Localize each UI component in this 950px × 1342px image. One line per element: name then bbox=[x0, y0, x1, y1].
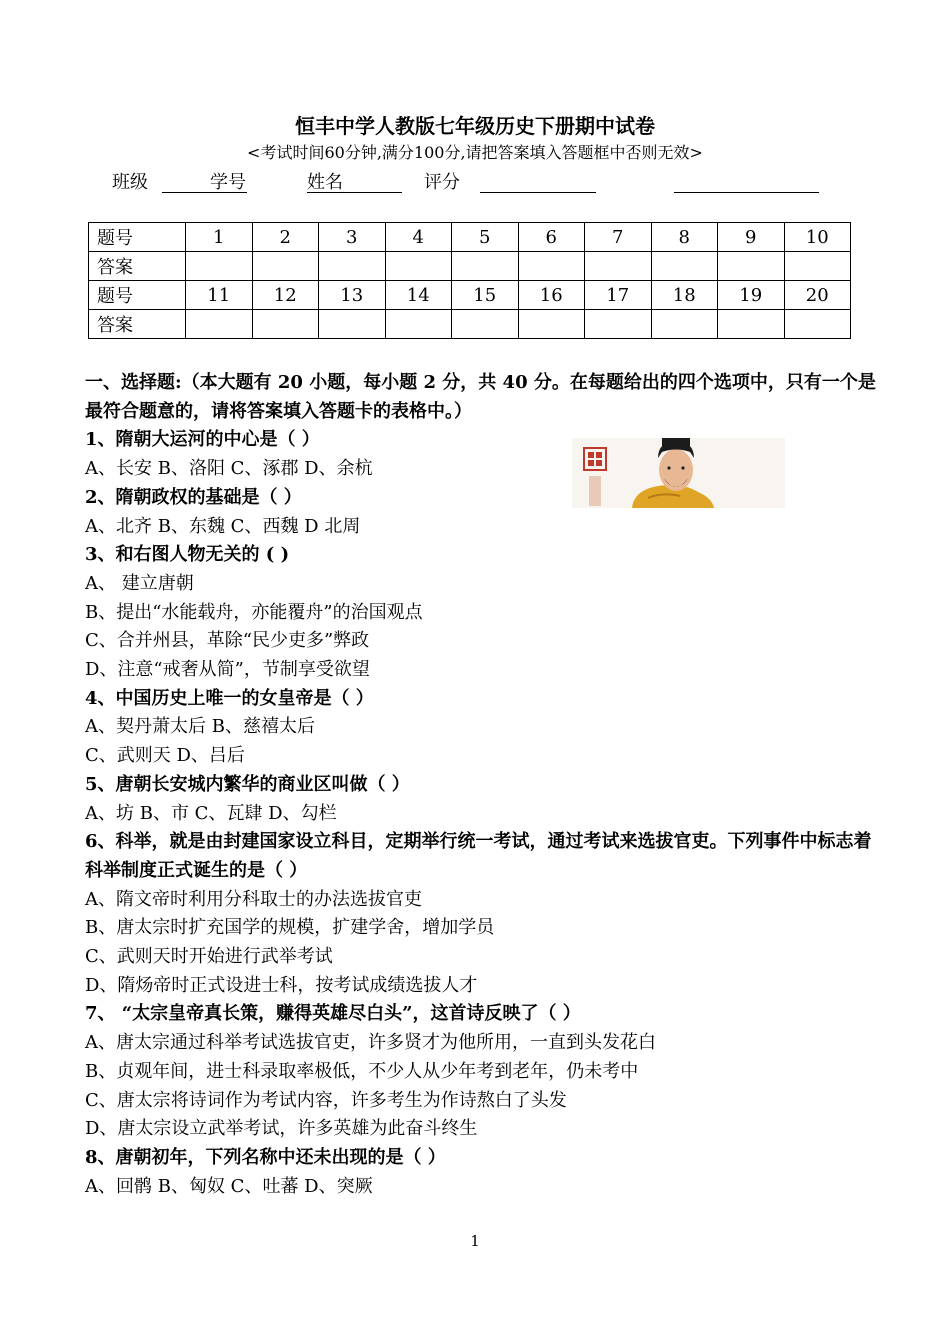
portrait-illustration bbox=[572, 438, 785, 508]
question-option: B、贞观年间，进士科录取率极低，不少人从少年考到老年，仍未考中 bbox=[85, 1060, 639, 1082]
question-number-cell: 3 bbox=[319, 223, 386, 252]
grid-answer-row bbox=[89, 252, 851, 281]
question-number-cell: 12 bbox=[252, 281, 319, 310]
question-stem: 1、隋朝大运河的中心是（ ） bbox=[85, 429, 320, 451]
answer-cell[interactable] bbox=[252, 252, 319, 281]
question-number-cell: 2 bbox=[252, 223, 319, 252]
score-label: 评分 bbox=[424, 172, 460, 193]
question-option: C、合并州县，革除“民少吏多”弊政 bbox=[85, 630, 370, 652]
question-stem: 2、隋朝政权的基础是（ ） bbox=[85, 486, 302, 508]
question-option: D、隋炀帝时正式设进士科，按考试成绩选拔人才 bbox=[85, 974, 478, 996]
answer-cell[interactable] bbox=[784, 252, 851, 281]
question-number-cell: 9 bbox=[718, 223, 785, 252]
answer-cell[interactable] bbox=[518, 252, 585, 281]
score-blank[interactable] bbox=[480, 192, 596, 193]
student-info-row bbox=[112, 168, 832, 194]
question-stem: 6、科举，就是由封建国家设立科目，定期举行统一考试，通过考试来选拔官吏。下列事件中标志着科举制度正式诞生的是（ ） bbox=[85, 831, 872, 881]
answer-cell[interactable] bbox=[518, 310, 585, 339]
name-blank[interactable] bbox=[307, 192, 402, 193]
class-label: 班级 bbox=[112, 172, 148, 193]
question-number-cell: 20 bbox=[784, 281, 851, 310]
question-options: A、坊 B、市 C、瓦肆 D、勾栏 bbox=[85, 802, 337, 824]
question-label-cell: 题号 bbox=[89, 281, 186, 310]
question-stem: 3、和右图人物无关的 ( ) bbox=[85, 544, 290, 566]
question-stem: 8、唐朝初年，下列名称中还未出现的是（ ） bbox=[85, 1146, 446, 1168]
question-options: A、北齐 B、东魏 C、西魏 D 北周 bbox=[85, 515, 361, 537]
question-option: C、唐太宗将诗词作为考试内容，许多考生为作诗熬白了头发 bbox=[85, 1089, 567, 1111]
grid-number-row bbox=[89, 281, 851, 310]
question-stem: 4、中国历史上唯一的女皇帝是（ ） bbox=[85, 687, 374, 709]
answer-cell[interactable] bbox=[186, 252, 253, 281]
extra-blank[interactable] bbox=[674, 192, 819, 193]
exam-title: 恒丰中学人教版七年级历史下册期中试卷 bbox=[295, 114, 655, 138]
grid-number-row bbox=[89, 223, 851, 252]
answer-cell[interactable] bbox=[319, 252, 386, 281]
answer-cell[interactable] bbox=[319, 310, 386, 339]
question-option: B、唐太宗时扩充国学的规模，扩建学舍，增加学员 bbox=[85, 917, 495, 939]
question-number-cell: 1 bbox=[186, 223, 253, 252]
question-options: A、回鹘 B、匈奴 C、吐蕃 D、突厥 bbox=[85, 1175, 373, 1197]
answer-cell[interactable] bbox=[651, 252, 718, 281]
exam-subtitle: <考试时间60分钟,满分100分,请把答案填入答题框中否则无效> bbox=[247, 143, 703, 162]
question-number-cell: 4 bbox=[385, 223, 452, 252]
question-option: A、 建立唐朝 bbox=[85, 572, 194, 594]
question-option: D、注意“戒奢从简”，节制享受欲望 bbox=[85, 659, 370, 681]
answer-cell[interactable] bbox=[385, 252, 452, 281]
question-number-cell: 17 bbox=[585, 281, 652, 310]
question-option: B、提出“水能载舟，亦能覆舟”的治国观点 bbox=[85, 601, 423, 623]
question-number-cell: 15 bbox=[452, 281, 519, 310]
question-number-cell: 14 bbox=[385, 281, 452, 310]
answer-cell[interactable] bbox=[784, 310, 851, 339]
answer-cell[interactable] bbox=[452, 310, 519, 339]
question-option: C、武则天时开始进行武举考试 bbox=[85, 946, 333, 968]
section-heading-cont: 最符合题意的，请将答案填入答题卡的表格中。） bbox=[85, 400, 472, 422]
answer-grid bbox=[88, 222, 851, 339]
question-number-cell: 13 bbox=[319, 281, 386, 310]
answer-cell[interactable] bbox=[385, 310, 452, 339]
question-stem: 5、唐朝长安城内繁华的商业区叫做（ ） bbox=[85, 773, 410, 795]
name-label: 姓名 bbox=[307, 172, 343, 193]
page-number: 1 bbox=[470, 1232, 480, 1250]
answer-label-cell: 答案 bbox=[89, 252, 186, 281]
answer-label-cell: 答案 bbox=[89, 310, 186, 339]
question-option: A、隋文帝时利用分科取士的办法选拔官吏 bbox=[85, 888, 422, 910]
student-no-label: 学号 bbox=[210, 172, 246, 193]
answer-cell[interactable] bbox=[651, 310, 718, 339]
answer-cell[interactable] bbox=[252, 310, 319, 339]
question-number-cell: 19 bbox=[718, 281, 785, 310]
question-number-cell: 7 bbox=[585, 223, 652, 252]
answer-cell[interactable] bbox=[585, 252, 652, 281]
answer-cell[interactable] bbox=[452, 252, 519, 281]
question-option: C、武则天 D、吕后 bbox=[85, 745, 245, 767]
question-stem: 7、 “太宗皇帝真长策，赚得英雄尽白头”，这首诗反映了（ ） bbox=[85, 1003, 581, 1025]
question-number-cell: 8 bbox=[651, 223, 718, 252]
answer-cell[interactable] bbox=[718, 252, 785, 281]
answer-cell[interactable] bbox=[718, 310, 785, 339]
question-option: D、唐太宗设立武举考试，许多英雄为此奋斗终生 bbox=[85, 1118, 478, 1140]
question-number-cell: 6 bbox=[518, 223, 585, 252]
grid-answer-row bbox=[89, 310, 851, 339]
question-option: A、唐太宗通过科举考试选拔官吏，许多贤才为他所用，一直到头发花白 bbox=[85, 1032, 656, 1054]
question-number-cell: 18 bbox=[651, 281, 718, 310]
question-number-cell: 5 bbox=[452, 223, 519, 252]
answer-cell[interactable] bbox=[585, 310, 652, 339]
question-number-cell: 11 bbox=[186, 281, 253, 310]
section-heading: 一、选择题:（本大题有 20 小题，每小题 2 分，共 40 分。在每题给出的四个选项中，只有一个是 bbox=[85, 372, 876, 393]
question-option: A、契丹萧太后 B、慈禧太后 bbox=[85, 716, 315, 738]
question-number-cell: 10 bbox=[784, 223, 851, 252]
question-label-cell: 题号 bbox=[89, 223, 186, 252]
emperor-portrait-icon bbox=[572, 438, 785, 508]
answer-cell[interactable] bbox=[186, 310, 253, 339]
question-number-cell: 16 bbox=[518, 281, 585, 310]
question-options: A、长安 B、洛阳 C、涿郡 D、余杭 bbox=[85, 458, 373, 480]
